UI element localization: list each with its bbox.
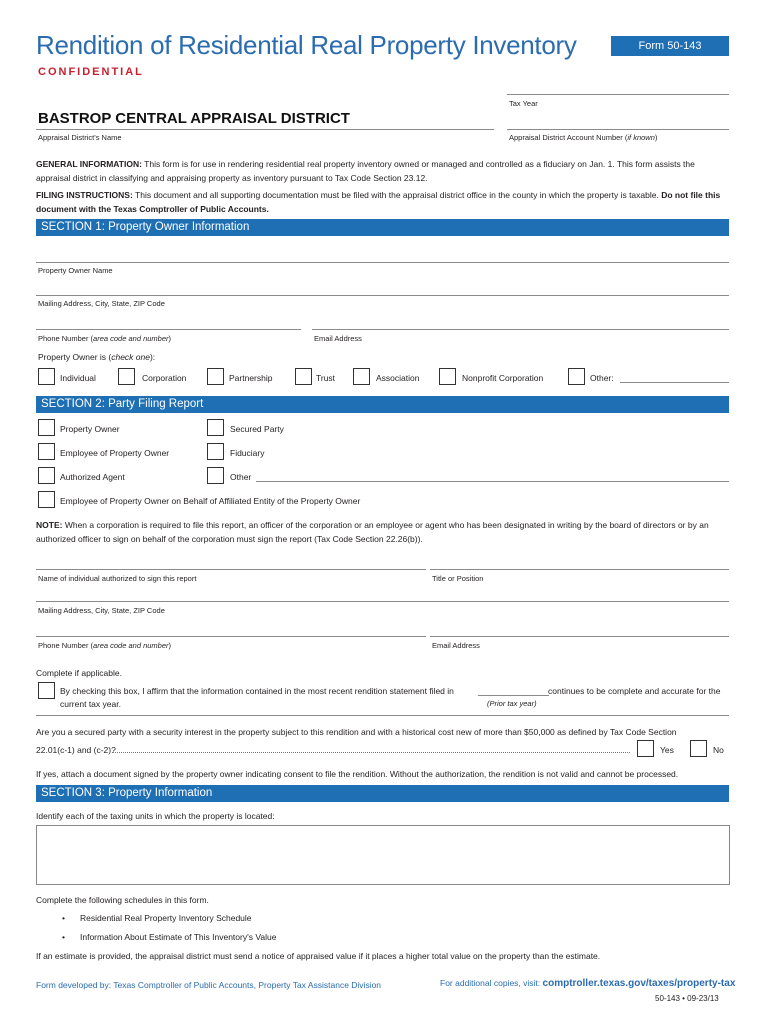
- other-owner-field[interactable]: [620, 382, 729, 383]
- form-number-badge: Form 50-143: [611, 36, 729, 56]
- schedule-bullet: •: [62, 913, 65, 923]
- label-corporation: Corporation: [142, 373, 187, 383]
- section-3-header: SECTION 3: Property Information: [36, 785, 729, 802]
- footer-copies: For additional copies, visit: comptroller.texas.gov/taxes/property-tax: [440, 978, 736, 989]
- checkbox-property-owner[interactable]: [38, 419, 55, 436]
- confidential-label: CONFIDENTIAL: [38, 66, 144, 78]
- schedule-bullet: •: [62, 932, 65, 942]
- schedule-item: Information About Estimate of This Inventory's Value: [80, 932, 277, 942]
- affirm-rest: continues to be complete and accurate for the: [548, 686, 721, 696]
- owner-email-label: Email Address: [314, 334, 362, 343]
- affirm-text: By checking this box, I affirm that the information contained in the most recent rendition statement filed in: [60, 686, 454, 696]
- label-affiliated-employee: Employee of Property Owner on Behalf of Affiliated Entity of the Property Owner: [60, 496, 361, 506]
- checkbox-fiduciary[interactable]: [207, 443, 224, 460]
- title-position-label: Title or Position: [432, 574, 484, 583]
- label-association: Association: [376, 373, 420, 383]
- footer-developed-by: Form developed by: Texas Comptroller of Public Accounts, Property Tax Assistance Division: [36, 980, 382, 990]
- checkbox-no[interactable]: [690, 740, 707, 757]
- filer-phone-label: Phone Number (area code and number): [38, 641, 171, 650]
- account-number-label: Appraisal District Account Number (if known): [509, 133, 658, 142]
- label-no: No: [713, 745, 724, 755]
- label-fiduciary: Fiduciary: [230, 448, 265, 458]
- filer-email-label: Email Address: [432, 641, 480, 650]
- corporation-note: NOTE: When a corporation is required to file this report, an officer of the corporation or an employee or agent who has been designated in writing by the board of directors or by an authorized officer to sign on behalf of the corporation must sign the report (Tax Code Section 22.26(b)).: [36, 520, 709, 544]
- schedule-item: Residential Real Property Inventory Schedule: [80, 913, 252, 923]
- taxing-units-label: Identify each of the taxing units in which the property is located:: [36, 811, 275, 821]
- checkbox-corporation[interactable]: [118, 368, 135, 385]
- label-individual: Individual: [60, 373, 96, 383]
- owner-email-field[interactable]: [312, 329, 729, 330]
- section-2-header: SECTION 2: Party Filing Report: [36, 396, 729, 413]
- checkbox-other-owner[interactable]: [568, 368, 585, 385]
- filing-instructions: FILING INSTRUCTIONS: This document and all supporting documentation must be filed with the appraisal district office in the county in which the property is taxable. Do not file this document with the Texas Comptroller of Public Accounts.: [36, 190, 721, 214]
- district-name: BASTROP CENTRAL APPRAISAL DISTRICT: [38, 110, 350, 127]
- label-other-filer: Other: [230, 472, 252, 482]
- title-position-field[interactable]: [430, 569, 729, 570]
- filer-mailing-label: Mailing Address, City, State, ZIP Code: [38, 606, 165, 615]
- authorized-name-field[interactable]: [36, 569, 426, 570]
- schedules-label: Complete the following schedules in this form.: [36, 895, 209, 905]
- owner-mailing-label: Mailing Address, City, State, ZIP Code: [38, 299, 165, 308]
- owner-phone-field[interactable]: [36, 329, 301, 330]
- owner-phone-label: Phone Number (area code and number): [38, 334, 171, 343]
- district-name-field[interactable]: [36, 129, 494, 130]
- checkbox-yes[interactable]: [637, 740, 654, 757]
- complete-if-applicable: Complete if applicable.: [36, 668, 122, 678]
- other-filer-field[interactable]: [256, 481, 729, 482]
- label-partnership: Partnership: [229, 373, 273, 383]
- affirm-year: current tax year.: [60, 699, 121, 709]
- owner-name-field[interactable]: [36, 262, 729, 263]
- checkbox-association[interactable]: [353, 368, 370, 385]
- divider-line: [36, 715, 729, 716]
- leader-dots: [112, 752, 630, 753]
- authorized-name-label: Name of individual authorized to sign this report: [38, 574, 197, 583]
- section-1-header: SECTION 1: Property Owner Information: [36, 219, 729, 236]
- label-secured-party: Secured Party: [230, 424, 284, 434]
- owner-name-label: Property Owner Name: [38, 266, 113, 275]
- prior-year-blank[interactable]: _______________: [478, 686, 549, 696]
- checkbox-individual[interactable]: [38, 368, 55, 385]
- checkbox-employee[interactable]: [38, 443, 55, 460]
- owner-mailing-field[interactable]: [36, 295, 729, 296]
- filer-email-field[interactable]: [430, 636, 729, 637]
- checkbox-affirm[interactable]: [38, 682, 55, 699]
- checkbox-authorized-agent[interactable]: [38, 467, 55, 484]
- checkbox-partnership[interactable]: [207, 368, 224, 385]
- label-yes: Yes: [660, 745, 674, 755]
- account-number-field[interactable]: [507, 129, 729, 130]
- checkbox-nonprofit[interactable]: [439, 368, 456, 385]
- owner-is-label: Property Owner is (check one):: [38, 352, 156, 362]
- form-title: Rendition of Residential Real Property Inventory: [36, 30, 577, 60]
- filer-phone-field[interactable]: [36, 636, 426, 637]
- secured-party-question-2: 22.01(c-1) and (c-2)?: [36, 745, 116, 755]
- label-trust: Trust: [316, 373, 336, 383]
- checkbox-trust[interactable]: [295, 368, 312, 385]
- taxing-units-textarea[interactable]: [36, 825, 730, 885]
- estimate-note: If an estimate is provided, the appraisal district must send a notice of appraised value if it places a higher total value on the property than the estimate.: [36, 951, 601, 961]
- district-name-label: Appraisal District's Name: [38, 133, 122, 142]
- footer-form-code: 50-143 • 09-23/13: [655, 994, 719, 1003]
- label-property-owner: Property Owner: [60, 424, 120, 434]
- tax-year-field[interactable]: [507, 94, 729, 95]
- checkbox-secured-party[interactable]: [207, 419, 224, 436]
- label-employee: Employee of Property Owner: [60, 448, 170, 458]
- general-information: GENERAL INFORMATION: This form is for use in rendering residential real property inventory owned or managed and controlled as a fiduciary on Jan. 1. This form assists the appraisal district in classifying and appraising property as inventory pursuant to Tax Code Section 23.12.: [36, 159, 695, 183]
- tax-year-label: Tax Year: [509, 99, 538, 108]
- label-nonprofit: Nonprofit Corporation: [462, 373, 544, 383]
- footer-url-link[interactable]: comptroller.texas.gov/taxes/property-tax: [542, 978, 736, 989]
- secured-party-question: Are you a secured party with a security interest in the property subject to this rendition and with a historical cost new of more than $50,000 as defined by Tax Code Section: [36, 727, 677, 737]
- filer-mailing-field[interactable]: [36, 601, 729, 602]
- label-authorized-agent: Authorized Agent: [60, 472, 125, 482]
- label-other-owner: Other:: [590, 373, 614, 383]
- checkbox-other-filer[interactable]: [207, 467, 224, 484]
- checkbox-affiliated-employee[interactable]: [38, 491, 55, 508]
- prior-year-label: (Prior tax year): [487, 699, 537, 708]
- if-yes-note: If yes, attach a document signed by the property owner indicating consent to file the rendition. Without the authorization, the rendition is not valid and cannot be processed.: [36, 769, 679, 779]
